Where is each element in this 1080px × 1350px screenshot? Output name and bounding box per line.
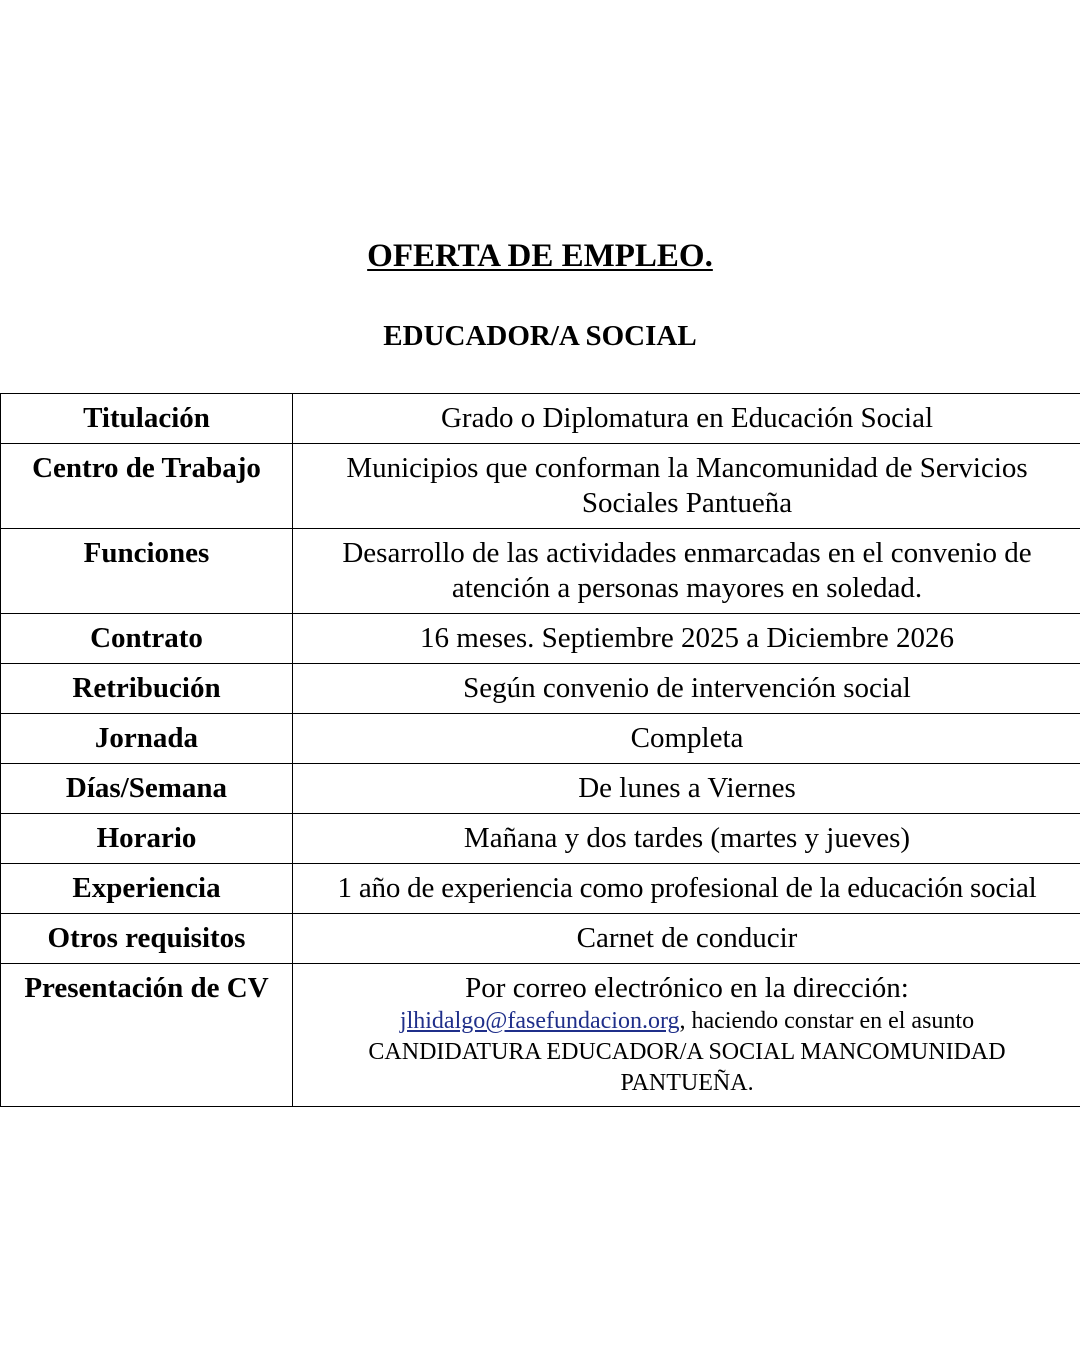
table-row <box>1 914 1080 964</box>
row-value-titulacion: Grado o Diplomatura en Educación Social <box>293 394 1080 444</box>
table-row <box>1 394 1080 444</box>
cv-instructions: Por correo electrónico en la dirección: <box>465 972 909 1004</box>
row-label-centro-de-trabajo: Centro de Trabajo <box>1 444 293 529</box>
table-row <box>1 714 1080 764</box>
row-label-presentacion-cv: Presentación de CV <box>1 964 293 1107</box>
email-link[interactable]: jlhidalgo@fasefundacion.org <box>399 1008 680 1034</box>
row-label-jornada: Jornada <box>1 714 293 764</box>
row-value-contrato: 16 meses. Septiembre 2025 a Diciembre 2026 <box>293 614 1080 664</box>
table-row <box>1 764 1080 814</box>
row-value-jornada: Completa <box>293 714 1080 764</box>
job-offer-table <box>0 393 1080 1107</box>
row-label-titulacion: Titulación <box>1 394 293 444</box>
table-row <box>1 444 1080 529</box>
table-row <box>1 864 1080 914</box>
row-value-centro-de-trabajo: Municipios que conforman la Mancomunidad de Servicios Sociales Pantueña <box>293 444 1080 529</box>
cv-subject: CANDIDATURA EDUCADOR/A SOCIAL MANCOMUNIDAD PANTUEÑA. <box>368 1039 1006 1096</box>
table-row <box>1 529 1080 614</box>
row-value-otros-requisitos: Carnet de conducir <box>293 914 1080 964</box>
table-row <box>1 614 1080 664</box>
row-label-retribucion: Retribución <box>1 664 293 714</box>
cv-email-suffix: , haciendo constar en el asunto <box>679 1008 975 1034</box>
row-value-retribucion: Según convenio de intervención social <box>293 664 1080 714</box>
cv-email-line <box>311 1006 1063 1037</box>
row-label-funciones: Funciones <box>1 529 293 614</box>
row-label-experiencia: Experiencia <box>1 864 293 914</box>
row-value-presentacion-cv <box>293 964 1080 1107</box>
row-label-horario: Horario <box>1 814 293 864</box>
table-row <box>1 814 1080 864</box>
row-value-experiencia: 1 año de experiencia como profesional de la educación social <box>293 864 1080 914</box>
row-label-contrato: Contrato <box>1 614 293 664</box>
row-label-otros-requisitos: Otros requisitos <box>1 914 293 964</box>
table-row <box>1 964 1080 1107</box>
row-value-funciones: Desarrollo de las actividades enmarcadas en el convenio de atención a personas mayores en soledad. <box>293 529 1080 614</box>
row-label-dias-semana: Días/Semana <box>1 764 293 814</box>
row-value-horario: Mañana y dos tardes (martes y jueves) <box>293 814 1080 864</box>
row-value-dias-semana: De lunes a Viernes <box>293 764 1080 814</box>
table-row <box>1 664 1080 714</box>
document-title: OFERTA DE EMPLEO. <box>367 238 713 274</box>
job-position-title: EDUCADOR/A SOCIAL <box>383 320 697 352</box>
